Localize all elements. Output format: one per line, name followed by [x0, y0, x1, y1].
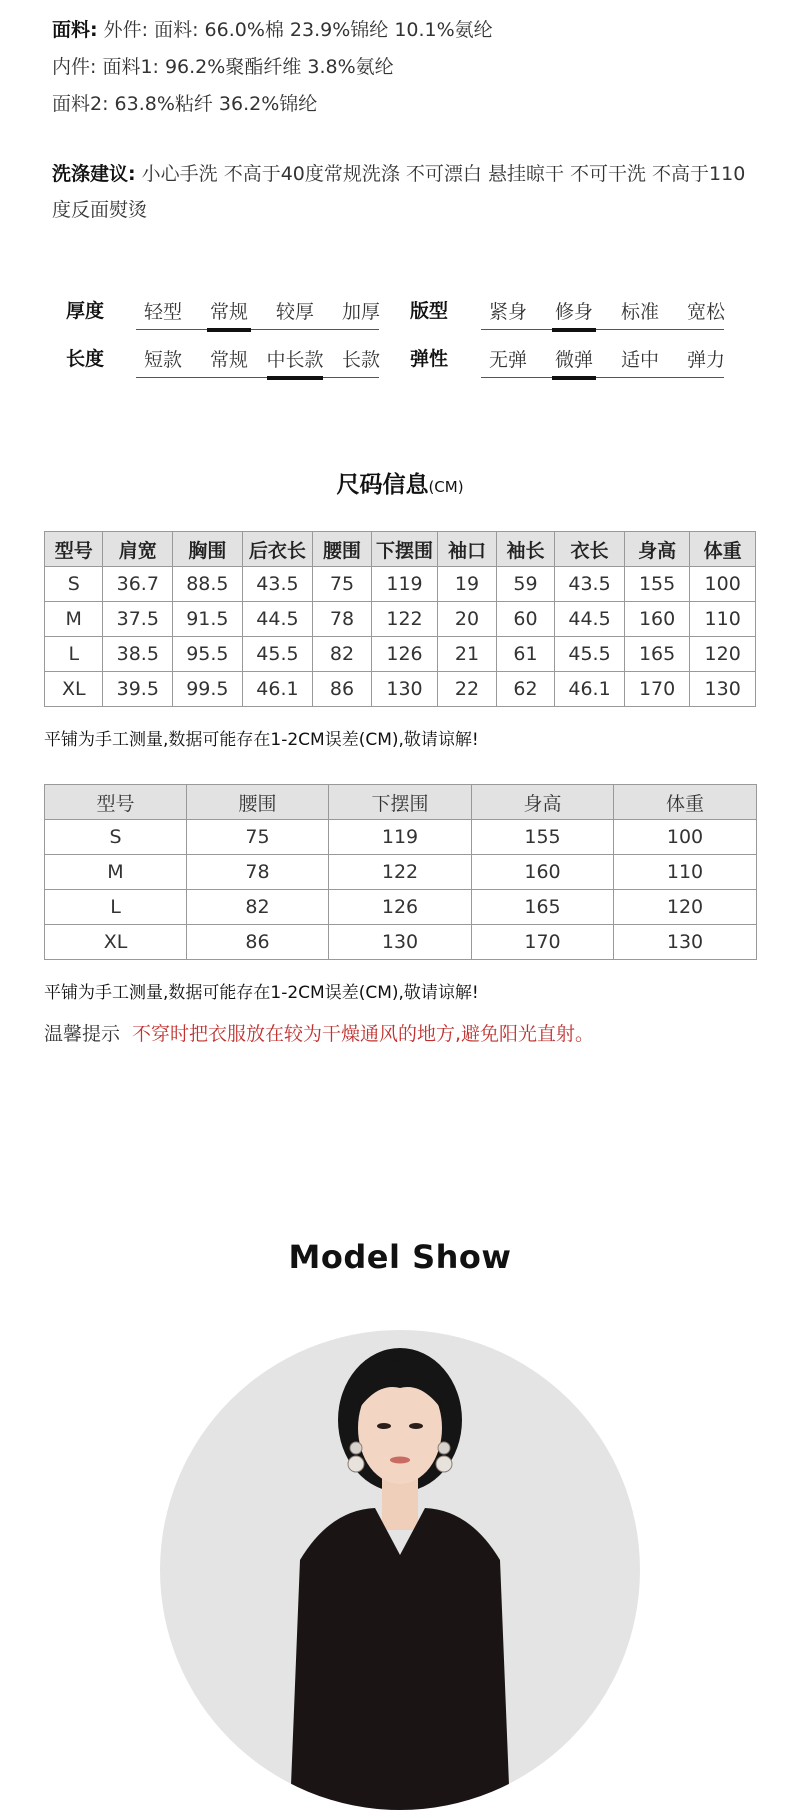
table-cell: 126 — [371, 637, 438, 672]
fabric-section — [52, 12, 493, 123]
attr-option-thickness-1: 常规 — [202, 297, 256, 324]
size-info-heading: 尺码信息 — [336, 472, 429, 498]
table-header-cell: 身高 — [624, 532, 690, 567]
table-cell: XL — [45, 925, 187, 960]
fabric-outer-text: 外件: 面料: 66.0%棉 23.9%锦纶 10.1%氨纶 — [97, 19, 493, 41]
attr-option-fit-0: 紧身 — [488, 301, 527, 323]
table-cell: 75 — [187, 820, 329, 855]
black-top — [290, 1508, 510, 1810]
table-cell: 44.5 — [555, 602, 625, 637]
model-illustration — [160, 1330, 640, 1810]
attr-option-fit-3: 宽松 — [686, 301, 725, 323]
table-header-cell: 衣长 — [555, 532, 625, 567]
table-cell: M — [45, 855, 187, 890]
table-cell: 59 — [496, 567, 554, 602]
attr-option-length-1: 常规 — [209, 349, 248, 371]
attr-label-fit: 版型 — [410, 300, 449, 322]
measurement-note-1: 平铺为手工测量,数据可能存在1-2CM误差(CM),敬请谅解! — [44, 730, 479, 750]
table-cell: 170 — [472, 925, 614, 960]
right-earring — [438, 1442, 450, 1454]
table-header-cell: 袖口 — [438, 532, 496, 567]
fabric-line-outer — [52, 12, 493, 49]
table-row — [45, 672, 756, 707]
table-header-cell: 型号 — [45, 785, 187, 820]
table-row — [45, 567, 756, 602]
table-cell: 78 — [313, 602, 371, 637]
left-eye — [377, 1423, 391, 1429]
fabric-label: 面料: — [52, 19, 98, 41]
table-cell: 37.5 — [103, 602, 173, 637]
table-cell: M — [45, 602, 103, 637]
table-cell: 122 — [329, 855, 472, 890]
table-header-cell: 后衣长 — [242, 532, 313, 567]
table-cell: S — [45, 567, 103, 602]
table-cell: S — [45, 820, 187, 855]
table-cell: 19 — [438, 567, 496, 602]
table-cell: 75 — [313, 567, 371, 602]
table-cell: 100 — [690, 567, 756, 602]
table-cell: 82 — [187, 890, 329, 925]
model-photo — [160, 1330, 640, 1810]
table-cell: 38.5 — [103, 637, 173, 672]
table-cell: 61 — [496, 637, 554, 672]
model-show-title: Model Show — [288, 1238, 512, 1276]
attr-option-thickness-3: 加厚 — [341, 301, 380, 323]
care-tip — [44, 1019, 594, 1046]
attr-option-elasticity-3: 弹力 — [686, 349, 725, 371]
table-cell: 110 — [690, 602, 756, 637]
table-cell: 22 — [438, 672, 496, 707]
table-cell: 160 — [624, 602, 690, 637]
table-cell: 130 — [329, 925, 472, 960]
table-header-cell: 肩宽 — [103, 532, 173, 567]
table-row — [45, 925, 757, 960]
attr-option-elasticity-2: 适中 — [620, 349, 659, 371]
attr-option-length-3: 长款 — [341, 349, 380, 371]
tip-text: 不穿时把衣服放在较为干燥通风的地方,避免阳光直射。 — [132, 1023, 595, 1045]
attr-label-elasticity: 弹性 — [410, 348, 449, 370]
attr-label-length: 长度 — [66, 348, 105, 370]
table-header-cell: 胸围 — [173, 532, 243, 567]
size-table-header-row — [45, 785, 757, 820]
size-table-header-row — [45, 532, 756, 567]
table-cell: 130 — [614, 925, 757, 960]
table-cell: 130 — [690, 672, 756, 707]
wash-instructions — [52, 156, 762, 228]
table-cell: 82 — [313, 637, 371, 672]
wash-label: 洗涤建议: — [52, 163, 136, 185]
size-info-unit: (CM) — [428, 478, 464, 496]
attr-option-elasticity-1: 微弹 — [547, 345, 601, 372]
table-header-cell: 腰围 — [313, 532, 371, 567]
table-header-cell: 腰围 — [187, 785, 329, 820]
attr-option-elasticity-0: 无弹 — [488, 349, 527, 371]
attr-option-fit-1: 修身 — [547, 297, 601, 324]
fabric-line-inner: 内件: 面料1: 96.2%聚酯纤维 3.8%氨纶 — [52, 56, 394, 78]
table-header-cell: 体重 — [690, 532, 756, 567]
attr-option-length-0: 短款 — [143, 349, 182, 371]
table-cell: 39.5 — [103, 672, 173, 707]
attr-option-fit-2: 标准 — [620, 301, 659, 323]
table-cell: L — [45, 637, 103, 672]
table-cell: 95.5 — [173, 637, 243, 672]
table-cell: 43.5 — [555, 567, 625, 602]
table-cell: 100 — [614, 820, 757, 855]
table-cell: 160 — [472, 855, 614, 890]
fabric-line-inner2: 面料2: 63.8%粘纤 36.2%锦纶 — [52, 93, 318, 115]
lips — [390, 1457, 410, 1464]
attr-track-thickness — [136, 329, 379, 330]
table-cell: 78 — [187, 855, 329, 890]
right-eye — [409, 1423, 423, 1429]
table-cell: 21 — [438, 637, 496, 672]
table-header-cell: 体重 — [614, 785, 757, 820]
table-cell: 36.7 — [103, 567, 173, 602]
attr-option-length-2: 中长款 — [262, 345, 328, 372]
table-header-cell: 袖长 — [496, 532, 554, 567]
left-earring-drop — [348, 1456, 364, 1472]
table-cell: 45.5 — [555, 637, 625, 672]
table-cell: 155 — [472, 820, 614, 855]
table-cell: 45.5 — [242, 637, 313, 672]
table-cell: 120 — [690, 637, 756, 672]
wash-text: 小心手洗 不高于40度常规洗涤 不可漂白 悬挂晾干 不可干洗 不高于110度反面熨烫 — [52, 163, 746, 221]
table-cell: L — [45, 890, 187, 925]
table-cell: 44.5 — [242, 602, 313, 637]
table-header-cell: 下摆围 — [329, 785, 472, 820]
table-cell: 155 — [624, 567, 690, 602]
table-cell: 110 — [614, 855, 757, 890]
left-earring — [350, 1442, 362, 1454]
table-cell: 91.5 — [173, 602, 243, 637]
table-cell: 43.5 — [242, 567, 313, 602]
table-cell: 165 — [472, 890, 614, 925]
attr-option-thickness-0: 轻型 — [143, 301, 182, 323]
table-row — [45, 890, 757, 925]
table-cell: 122 — [371, 602, 438, 637]
table-cell: 126 — [329, 890, 472, 925]
attr-option-thickness-2: 较厚 — [275, 301, 314, 323]
attr-track-elasticity — [481, 377, 724, 378]
table-cell: XL — [45, 672, 103, 707]
table-header-cell: 型号 — [45, 532, 103, 567]
table-cell: 46.1 — [242, 672, 313, 707]
table-cell: 86 — [187, 925, 329, 960]
table-cell: 120 — [614, 890, 757, 925]
attr-label-thickness: 厚度 — [66, 300, 105, 322]
attr-track-length — [136, 377, 379, 378]
size-table-full — [44, 531, 756, 707]
table-header-cell: 下摆围 — [371, 532, 438, 567]
table-cell: 62 — [496, 672, 554, 707]
tip-label: 温馨提示 — [44, 1023, 121, 1045]
table-row — [45, 855, 757, 890]
table-cell: 86 — [313, 672, 371, 707]
table-cell: 119 — [371, 567, 438, 602]
table-cell: 99.5 — [173, 672, 243, 707]
table-cell: 170 — [624, 672, 690, 707]
table-cell: 60 — [496, 602, 554, 637]
measurement-note-2: 平铺为手工测量,数据可能存在1-2CM误差(CM),敬请谅解! — [44, 983, 479, 1003]
table-cell: 88.5 — [173, 567, 243, 602]
table-row — [45, 602, 756, 637]
table-cell: 165 — [624, 637, 690, 672]
table-cell: 119 — [329, 820, 472, 855]
table-row — [45, 820, 757, 855]
size-info-title — [0, 466, 800, 499]
table-header-cell: 身高 — [472, 785, 614, 820]
table-cell: 20 — [438, 602, 496, 637]
size-table-bottom — [44, 784, 757, 960]
attr-track-fit — [481, 329, 724, 330]
table-cell: 130 — [371, 672, 438, 707]
table-row — [45, 637, 756, 672]
table-cell: 46.1 — [555, 672, 625, 707]
right-earring-drop — [436, 1456, 452, 1472]
